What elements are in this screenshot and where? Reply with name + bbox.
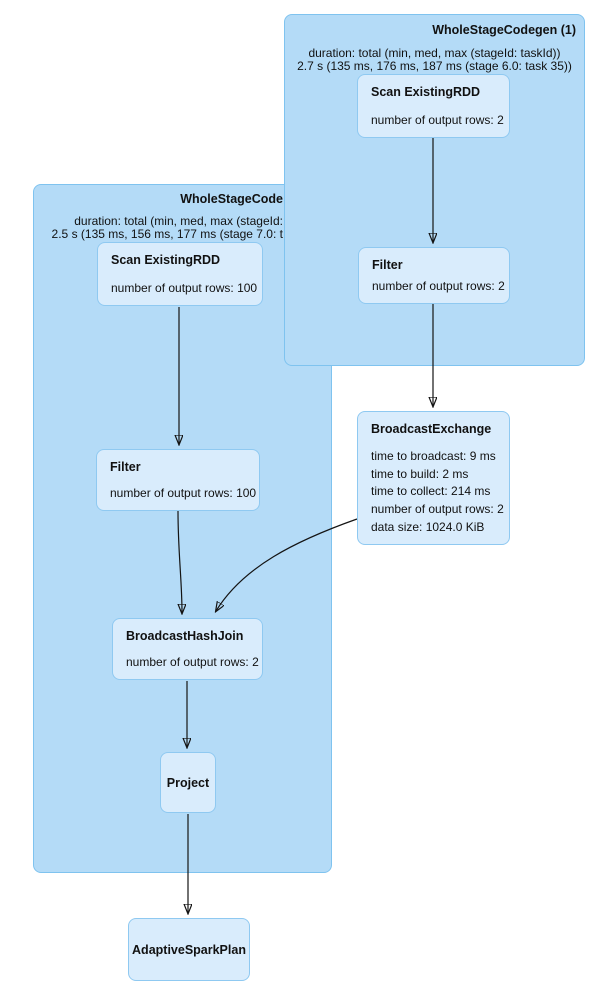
node-broadcast-hash-join[interactable] — [112, 618, 263, 680]
metric-time-to-build: time to build: 2 ms — [371, 466, 469, 481]
node-title: Project — [166, 775, 210, 790]
node-title: BroadcastHashJoin — [126, 629, 244, 643]
node-metric: number of output rows: 2 — [126, 655, 259, 669]
node-title: Scan ExistingRDD — [371, 85, 481, 99]
metric-time-to-collect: time to collect: 214 ms — [371, 484, 491, 499]
node-title: Filter — [110, 460, 141, 474]
metric-time-to-broadcast: time to broadcast: 9 ms — [371, 449, 496, 463]
cluster-wholestagecodegen-1 — [284, 14, 585, 366]
metric-output-rows: number of output rows: 2 — [371, 502, 504, 517]
cluster-2-duration-value: 2.5 s (135 ms, 156 ms, 177 ms (stage 7.0: t — [51, 227, 283, 241]
cluster-1-duration — [285, 47, 584, 73]
node-title: Filter — [372, 258, 403, 272]
node-filter-2[interactable] — [96, 449, 260, 511]
cluster-2-title: WholeStageCode — [180, 192, 283, 206]
node-metric: number of output rows: 2 — [371, 113, 504, 127]
node-project[interactable] — [160, 752, 216, 813]
node-title: Scan ExistingRDD — [111, 253, 221, 267]
cluster-1-duration-label: duration: total (min, med, max (stageId: taskId)) — [308, 46, 561, 60]
node-adaptive-spark-plan[interactable] — [128, 918, 250, 981]
cluster-1-title: WholeStageCodegen (1) — [432, 23, 576, 37]
node-metrics — [371, 448, 504, 537]
node-broadcast-exchange[interactable] — [357, 411, 510, 545]
node-title: BroadcastExchange — [371, 422, 492, 436]
node-title: AdaptiveSparkPlan — [132, 942, 246, 957]
node-metric: number of output rows: 2 — [372, 279, 505, 293]
node-metric: number of output rows: 100 — [110, 486, 257, 500]
cluster-2-duration-label: duration: total (min, med, max (stageId: — [74, 214, 283, 228]
cluster-1-duration-value: 2.7 s (135 ms, 176 ms, 187 ms (stage 6.0: task 35)) — [297, 59, 572, 74]
node-scan-existingrdd-2[interactable] — [97, 242, 263, 306]
metric-data-size: data size: 1024.0 KiB — [371, 519, 485, 534]
node-filter-1[interactable] — [358, 247, 510, 304]
node-metric: number of output rows: 100 — [111, 281, 258, 295]
node-scan-existingrdd-1[interactable] — [357, 74, 510, 138]
